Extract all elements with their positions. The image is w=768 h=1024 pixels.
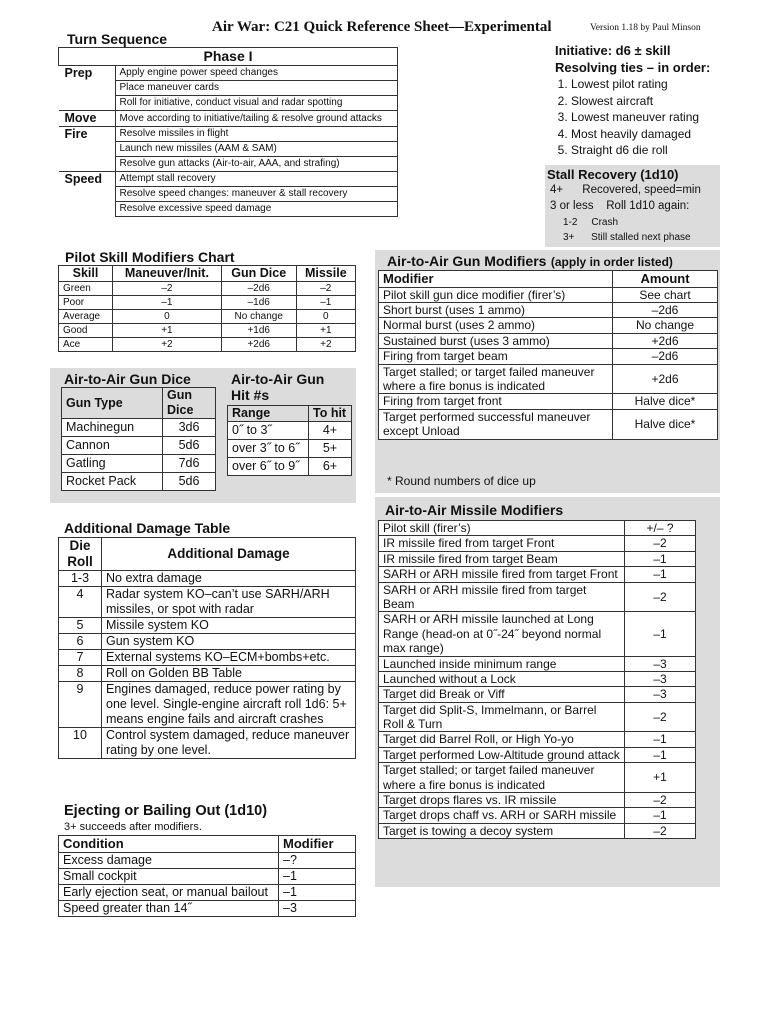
gun-dice-cell: 5d6 — [163, 437, 216, 455]
gun-hit-cell: 4+ — [309, 422, 352, 440]
pilot-skill-cell: Good — [59, 324, 113, 338]
aa-gun-title — [387, 253, 673, 271]
gun-dice-title: Air-to-Air Gun Dice — [64, 371, 191, 387]
damage-title: Additional Damage Table — [64, 520, 231, 536]
tie-rule: 5. Straight d6 die roll — [571, 142, 725, 159]
gun-hit-title-text: Air-to-Air Gun Hit #s — [231, 371, 325, 403]
pilot-skill-row — [59, 338, 356, 352]
missile-mod-row — [379, 567, 696, 582]
damage-cell: Missile system KO — [102, 618, 356, 634]
turn-step: Roll for initiative, conduct visual and radar spotting — [115, 96, 398, 111]
sheet-title: Air War: C21 Quick Reference Sheet—Experimental — [212, 19, 552, 35]
pilot-skill-cell: +2d6 — [221, 338, 296, 352]
stall-sub-1 — [563, 217, 618, 228]
gun-hit-cell: 6+ — [309, 458, 352, 476]
missile-mod-row — [379, 732, 696, 747]
missile-mod-cell: Target performed Low-Altitude ground attack — [379, 747, 625, 762]
stall-title: Stall Recovery (1d10) — [547, 167, 679, 182]
stall-subresult-1: Crash — [591, 217, 619, 228]
pilot-skill-cell: –1 — [296, 296, 355, 310]
pilot-skill-cell: –2d6 — [221, 282, 296, 296]
turn-row — [59, 66, 398, 81]
turn-row — [59, 172, 398, 187]
pilot-skill-cell: Green — [59, 282, 113, 296]
missile-mod-cell: Target drops flares vs. IR missile — [379, 793, 625, 808]
eject-row — [59, 868, 356, 884]
missile-mod-cell: SARH or ARH missile launched at Long Range (head-on at 0˝-24˝ beyond normal max range) — [379, 612, 625, 656]
stall-result-1: Recovered, speed=min — [582, 184, 701, 196]
aa-gun-mod-cell: Target performed successful maneuver except Unload — [379, 409, 613, 439]
phase-header: Phase I — [59, 48, 398, 66]
ties-title: Resolving ties – in order: — [555, 60, 711, 75]
gun-hit-cell: over 3˝ to 6˝ — [228, 440, 309, 458]
eject-cell: Speed greater than 14˝ — [59, 900, 279, 916]
gun-dice-header: Gun Dice — [163, 388, 216, 419]
eject-row — [59, 900, 356, 916]
missile-mod-row — [379, 687, 696, 702]
gun-dice-row — [62, 437, 216, 455]
damage-row — [59, 571, 356, 587]
version-note: Version 1.18 by Paul Minson — [590, 23, 701, 33]
aa-gun-mod-cell: Halve dice* — [613, 394, 718, 409]
missile-mod-cell: –1 — [625, 747, 696, 762]
aa-gun-table — [378, 270, 718, 440]
damage-cell: 7 — [59, 650, 102, 666]
missile-mod-row — [379, 612, 696, 656]
aa-gun-mod-row — [379, 409, 718, 439]
aa-gun-mod-cell: +2d6 — [613, 333, 718, 348]
aa-gun-mod-cell: –2d6 — [613, 349, 718, 364]
tie-rule: 2. Slowest aircraft — [571, 93, 725, 110]
aa-gun-mod-row — [379, 318, 718, 333]
pilot-skill-row — [59, 282, 356, 296]
missile-mod-cell: –1 — [625, 808, 696, 823]
aa-gun-mod-cell: Firing from target beam — [379, 349, 613, 364]
aa-gun-mod-cell: See chart — [613, 287, 718, 302]
gun-hit-row — [228, 422, 352, 440]
aa-gun-mod-cell: +2d6 — [613, 364, 718, 394]
turn-step: Attempt stall recovery — [115, 172, 398, 187]
initiative-panel — [555, 42, 725, 159]
pilot-skill-title: Pilot Skill Modifiers Chart — [65, 249, 235, 265]
eject-subtitle: 3+ succeeds after modifiers. — [64, 821, 202, 833]
gun-dice-cell: Cannon — [62, 437, 163, 455]
aa-gun-mod-cell: No change — [613, 318, 718, 333]
ties-list — [555, 76, 725, 159]
round-footnote: * Round numbers of dice up — [387, 474, 536, 488]
damage-cell: Control system damaged, reduce maneuver rating by one level. — [102, 728, 356, 759]
missile-mod-row — [379, 671, 696, 686]
damage-cell: 4 — [59, 587, 102, 618]
damage-cell: Roll on Golden BB Table — [102, 666, 356, 682]
damage-cell: Radar system KO–can’t use SARH/ARH missiles, or spot with radar — [102, 587, 356, 618]
missile-mod-cell: –1 — [625, 732, 696, 747]
aa-gun-title-text: Air-to-Air Gun Modifiers — [387, 253, 547, 269]
eject-table — [58, 835, 356, 917]
missile-mod-cell: SARH or ARH missile fired from target Beam — [379, 582, 625, 612]
gun-hit-header: To hit — [309, 406, 352, 422]
missile-mod-row — [379, 702, 696, 732]
aa-gun-mod-row — [379, 394, 718, 409]
turn-phase-label: Move — [59, 111, 116, 127]
eject-cell: –1 — [279, 884, 356, 900]
eject-title: Ejecting or Bailing Out (1d10) — [64, 803, 268, 819]
gun-hit-title — [231, 371, 341, 403]
pilot-skill-cell: +1 — [112, 324, 221, 338]
missile-mod-row — [379, 793, 696, 808]
damage-cell: 6 — [59, 634, 102, 650]
tie-rule: 1. Lowest pilot rating — [571, 76, 725, 93]
damage-cell: 10 — [59, 728, 102, 759]
missile-mod-cell: Target did Split-S, Immelmann, or Barrel Roll & Turn — [379, 702, 625, 732]
missile-mod-cell: –2 — [625, 793, 696, 808]
initiative-title: Initiative: d6 ± skill — [555, 43, 671, 58]
eject-cell: Early ejection seat, or manual bailout — [59, 884, 279, 900]
turn-step: Place maneuver cards — [115, 81, 398, 96]
gun-hit-cell: 0˝ to 3˝ — [228, 422, 309, 440]
pilot-skill-cell: +1d6 — [221, 324, 296, 338]
missile-title: Air-to-Air Missile Modifiers — [385, 502, 564, 518]
stall-subroll-2: 3+ — [563, 232, 575, 243]
aa-gun-mod-cell: Normal burst (uses 2 ammo) — [379, 318, 613, 333]
stall-subresult-2: Still stalled next phase — [591, 232, 691, 243]
pilot-skill-row — [59, 296, 356, 310]
eject-cell: Small cockpit — [59, 868, 279, 884]
pilot-skill-cell: –1d6 — [221, 296, 296, 310]
damage-row — [59, 728, 356, 759]
turn-phase-label: Fire — [59, 127, 116, 172]
missile-mod-cell: IR missile fired from target Front — [379, 536, 625, 551]
damage-row — [59, 650, 356, 666]
aa-gun-mod-cell: Short burst (uses 1 ammo) — [379, 302, 613, 317]
eject-header: Condition — [59, 836, 279, 853]
pilot-skill-header: Maneuver/Init. — [112, 266, 221, 282]
missile-mod-cell: Pilot skill (firer’s) — [379, 521, 625, 536]
eject-row — [59, 852, 356, 868]
gun-dice-cell: Gatling — [62, 455, 163, 473]
missile-mod-row — [379, 582, 696, 612]
aa-gun-mod-cell: Pilot skill gun dice modifier (firer’s) — [379, 287, 613, 302]
pilot-skill-cell: Poor — [59, 296, 113, 310]
turn-sequence-title: Turn Sequence — [67, 31, 168, 47]
missile-table — [378, 520, 696, 839]
aa-gun-mod-row — [379, 349, 718, 364]
damage-cell: External systems KO–ECM+bombs+etc. — [102, 650, 356, 666]
gun-hit-row — [228, 458, 352, 476]
missile-mod-cell: Target is towing a decoy system — [379, 823, 625, 838]
missile-mod-cell: –3 — [625, 656, 696, 671]
pilot-skill-cell: 0 — [296, 310, 355, 324]
gun-hit-cell: 5+ — [309, 440, 352, 458]
pilot-skill-cell: +1 — [296, 324, 355, 338]
gun-hit-table — [227, 405, 352, 476]
gun-dice-row — [62, 473, 216, 491]
missile-mod-cell: IR missile fired from target Beam — [379, 551, 625, 566]
aa-gun-mod-cell: Halve dice* — [613, 409, 718, 439]
missile-mod-row — [379, 536, 696, 551]
pilot-skill-cell: –2 — [112, 282, 221, 296]
missile-mod-row — [379, 656, 696, 671]
damage-cell: No extra damage — [102, 571, 356, 587]
missile-mod-cell: –1 — [625, 551, 696, 566]
gun-dice-table — [61, 387, 216, 491]
damage-cell: 5 — [59, 618, 102, 634]
damage-cell: 8 — [59, 666, 102, 682]
turn-sequence-table — [58, 47, 398, 217]
damage-header: Additional Damage — [102, 538, 356, 571]
damage-row — [59, 587, 356, 618]
aa-gun-mod-cell: Target stalled; or target failed maneuver where a fire bonus is indicated — [379, 364, 613, 394]
missile-mod-cell: –1 — [625, 567, 696, 582]
pilot-skill-row — [59, 324, 356, 338]
turn-step: Resolve missiles in flight — [115, 127, 398, 142]
aa-gun-mod-cell: –2d6 — [613, 302, 718, 317]
damage-table — [58, 537, 356, 759]
damage-row — [59, 634, 356, 650]
missile-mod-cell: –2 — [625, 536, 696, 551]
missile-mod-row — [379, 763, 696, 793]
aa-gun-mod-row — [379, 364, 718, 394]
pilot-skill-header: Missile — [296, 266, 355, 282]
missile-mod-cell: –1 — [625, 612, 696, 656]
pilot-skill-cell: +2 — [112, 338, 221, 352]
turn-step: Resolve speed changes: maneuver & stall recovery — [115, 187, 398, 202]
gun-hit-header: Range — [228, 406, 309, 422]
missile-mod-cell: –2 — [625, 702, 696, 732]
gun-hit-cell: over 6˝ to 9˝ — [228, 458, 309, 476]
missile-mod-cell: Target did Barrel Roll, or High Yo-yo — [379, 732, 625, 747]
aa-gun-mod-cell: Sustained burst (uses 3 ammo) — [379, 333, 613, 348]
stall-result-2: Roll 1d10 again: — [606, 200, 690, 212]
missile-mod-cell: Target did Break or Viff — [379, 687, 625, 702]
gun-dice-cell: Rocket Pack — [62, 473, 163, 491]
missile-mod-cell: Target stalled; or target failed maneuver where a fire bonus is indicated — [379, 763, 625, 793]
damage-row — [59, 618, 356, 634]
turn-step: Resolve excessive speed damage — [115, 202, 398, 217]
gun-dice-cell: 5d6 — [163, 473, 216, 491]
pilot-skill-cell: Average — [59, 310, 113, 324]
stall-line-1 — [550, 184, 701, 196]
gun-dice-cell: 7d6 — [163, 455, 216, 473]
eject-header: Modifier — [279, 836, 356, 853]
eject-cell: –? — [279, 852, 356, 868]
missile-mod-cell: –3 — [625, 671, 696, 686]
pilot-skill-cell: 0 — [112, 310, 221, 324]
stall-roll-2: 3 or less — [550, 200, 594, 212]
damage-cell: 9 — [59, 682, 102, 728]
aa-gun-mod-row — [379, 333, 718, 348]
turn-row — [59, 111, 398, 127]
missile-mod-row — [379, 823, 696, 838]
stall-sub-2 — [563, 232, 691, 243]
damage-row — [59, 666, 356, 682]
pilot-skill-table — [58, 265, 356, 352]
pilot-skill-cell: +2 — [296, 338, 355, 352]
tie-rule: 4. Most heavily damaged — [571, 126, 725, 143]
missile-mod-row — [379, 747, 696, 762]
missile-mod-cell: –2 — [625, 582, 696, 612]
damage-cell: Engines damaged, reduce power rating by one level. Single-engine aircraft roll 1d6: 5+ means engine fails and aircraft crashes — [102, 682, 356, 728]
missile-mod-cell: +/– ? — [625, 521, 696, 536]
gun-dice-cell: Machinegun — [62, 419, 163, 437]
gun-hit-row — [228, 440, 352, 458]
missile-mod-cell: +1 — [625, 763, 696, 793]
damage-row — [59, 682, 356, 728]
turn-step: Move according to initiative/tailing & resolve ground attacks — [115, 111, 398, 127]
eject-cell: –1 — [279, 868, 356, 884]
turn-step: Apply engine power speed changes — [115, 66, 398, 81]
aa-gun-mod-cell: Firing from target front — [379, 394, 613, 409]
aa-gun-mod-row — [379, 287, 718, 302]
aa-gun-mod-row — [379, 302, 718, 317]
pilot-skill-cell: –1 — [112, 296, 221, 310]
missile-mod-cell: Target drops chaff vs. ARH or SARH missile — [379, 808, 625, 823]
aa-gun-mod-header: Amount — [613, 271, 718, 288]
eject-cell: Excess damage — [59, 852, 279, 868]
tie-rule: 3. Lowest maneuver rating — [571, 109, 725, 126]
turn-row — [59, 127, 398, 142]
aa-gun-title-note: (apply in order listed) — [550, 255, 673, 269]
stall-roll-1: 4+ — [550, 184, 564, 196]
missile-mod-cell: Launched without a Lock — [379, 671, 625, 686]
damage-header: Die Roll — [59, 538, 102, 571]
pilot-skill-header: Gun Dice — [221, 266, 296, 282]
eject-row — [59, 884, 356, 900]
missile-mod-row — [379, 808, 696, 823]
pilot-skill-cell: –2 — [296, 282, 355, 296]
gun-dice-row — [62, 419, 216, 437]
pilot-skill-cell: Ace — [59, 338, 113, 352]
stall-line-2 — [550, 200, 689, 212]
turn-phase-label: Prep — [59, 66, 116, 111]
missile-mod-cell: SARH or ARH missile fired from target Front — [379, 567, 625, 582]
damage-cell: 1-3 — [59, 571, 102, 587]
missile-mod-cell: –2 — [625, 823, 696, 838]
missile-mod-cell: Launched inside minimum range — [379, 656, 625, 671]
turn-step: Resolve gun attacks (Air-to-air, AAA, and strafing) — [115, 157, 398, 172]
pilot-skill-cell: No change — [221, 310, 296, 324]
gun-dice-row — [62, 455, 216, 473]
damage-cell: Gun system KO — [102, 634, 356, 650]
stall-subroll-1: 1-2 — [563, 217, 578, 228]
gun-dice-header: Gun Type — [62, 388, 163, 419]
missile-mod-row — [379, 551, 696, 566]
aa-gun-mod-header: Modifier — [379, 271, 613, 288]
pilot-skill-header: Skill — [59, 266, 113, 282]
missile-mod-cell: –3 — [625, 687, 696, 702]
missile-mod-row — [379, 521, 696, 536]
turn-phase-label: Speed — [59, 172, 116, 217]
eject-cell: –3 — [279, 900, 356, 916]
gun-dice-cell: 3d6 — [163, 419, 216, 437]
turn-step: Launch new missiles (AAM & SAM) — [115, 142, 398, 157]
stall-recovery-panel — [545, 165, 720, 247]
pilot-skill-row — [59, 310, 356, 324]
